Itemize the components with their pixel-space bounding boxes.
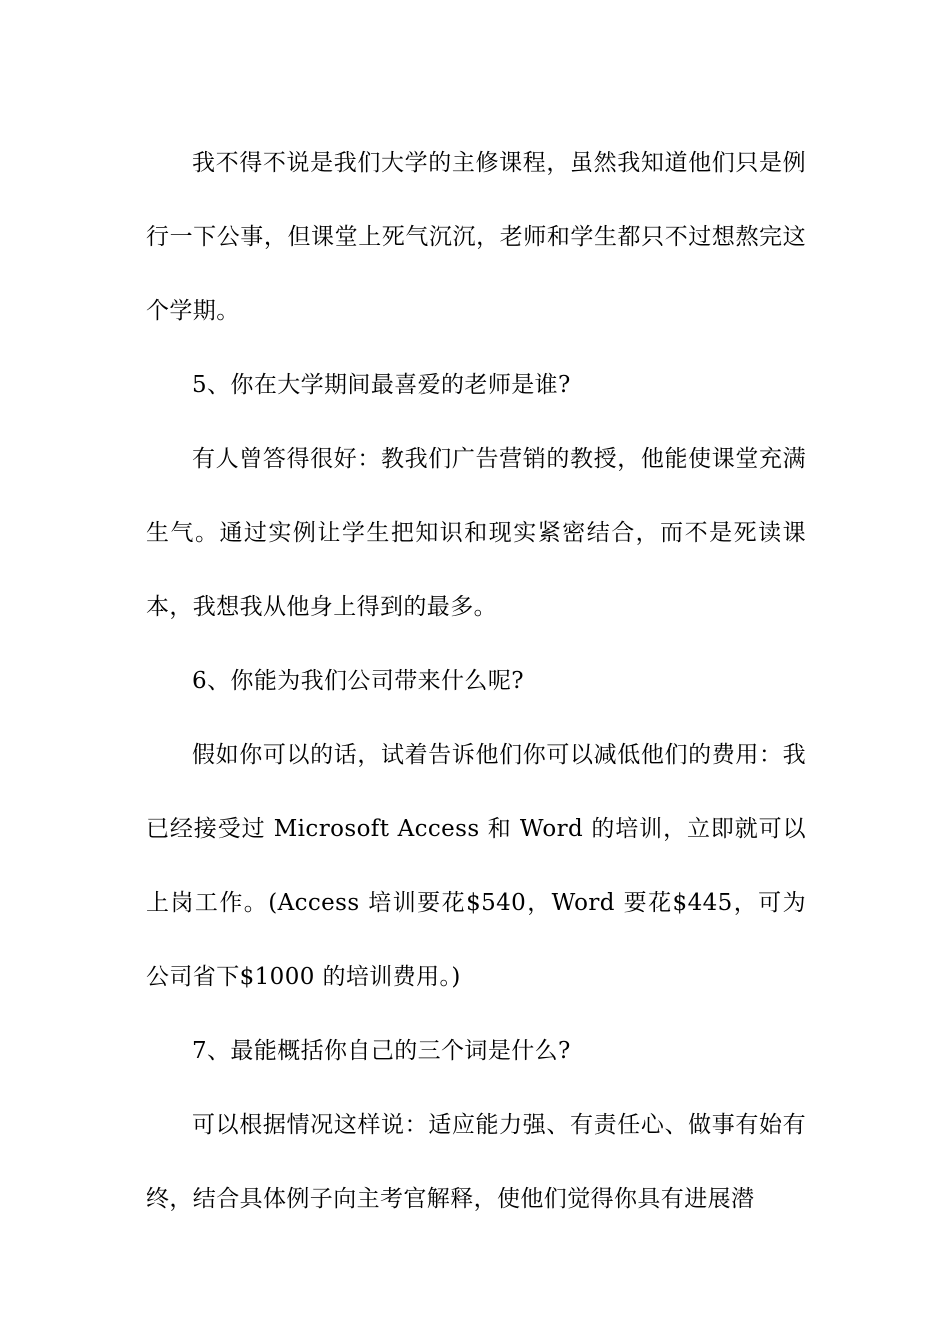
paragraph-answer: 可以根据情况这样说：适应能力强、有责任心、做事有始有终，结合具体例子向主考官解释，使他们觉得你具有进展潜 <box>146 1112 806 1212</box>
paragraph-answer: 有人曾答得很好：教我们广告营销的教授，他能使课堂充满生气。通过实例让学生把知识和现实紧密结合，而不是死读课本，我想我从他身上得到的最多。 <box>146 446 806 620</box>
paragraph-answer: 假如你可以的话，试着告诉他们你可以减低他们的费用：我已经接受过 Microsoft Access 和 Word 的培训，立即就可以上岗工作。(Access 培训要花$540，Word 要花$445，可为公司省下$1000 的培训费用。) <box>146 742 806 990</box>
paragraph-answer: 我不得不说是我们大学的主修课程，虽然我知道他们只是例行一下公事，但课堂上死气沉沉，老师和学生都只不过想熬完这个学期。 <box>146 150 806 324</box>
paragraph-question-7: 7、最能概括你自己的三个词是什么? <box>192 1038 571 1064</box>
paragraph-question-6: 6、你能为我们公司带来什么呢? <box>192 668 524 694</box>
document-body <box>146 126 806 1236</box>
paragraph-question-5: 5、你在大学期间最喜爱的老师是谁? <box>192 372 571 398</box>
